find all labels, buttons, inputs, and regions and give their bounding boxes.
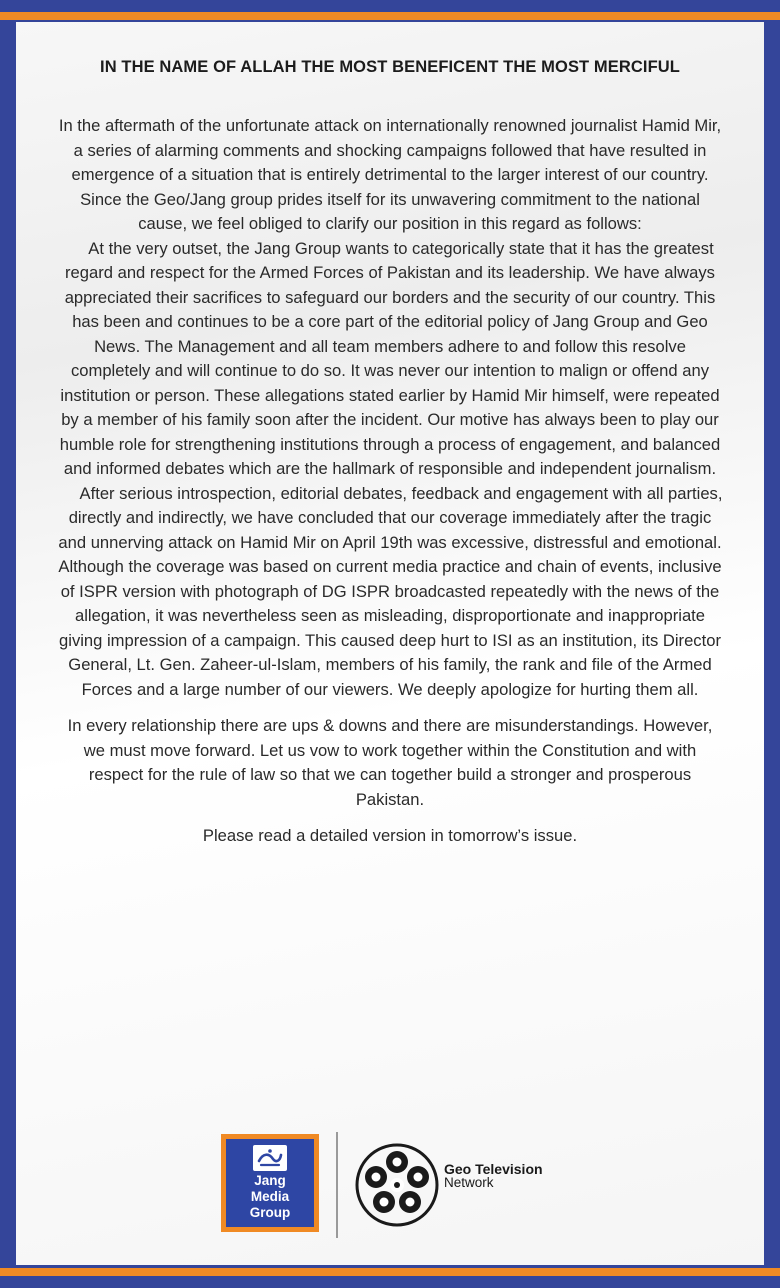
geo-television-network-label [444,1162,543,1190]
top-orange-stripe [0,12,780,20]
jang-calligraphy-icon [253,1145,287,1171]
logo-divider [336,1132,338,1238]
notice-heading: IN THE NAME OF ALLAH THE MOST BENEFICENT THE MOST MERCIFUL [100,58,680,76]
paragraph-apology: After serious introspection, editorial debates, feedback and engagement with all parties, directly and indirectly, we have concluded that our coverage immediately after the tragic and unnerving attack on Hamid Mir on April 19th was excessive, distressful and emotional. Although the coverage was based on current media practice and chain of events, inclusive of ISPR version with photograph of DG ISPR broadcasted repeatedly with the news of the allegation, it was nevertheless seen as misleading, disproportionate and inappropriate giving impression of a campaign. This caused deep hurt to ISI as an institution, its Director General, Lt. Gen. Zaheer-ul-Islam, members of his family, the rank and file of the Armed Forces and a large number of our viewers. We deeply apologize for hurting them all. [58,483,723,699]
notice-panel [16,22,764,1265]
paragraph-regard: At the very outset, the Jang Group wants to categorically state that it has the greatest regard and respect for the Armed Forces of Pakistan and its leadership. We have always appreciated their sacrifices to safeguard our borders and the security of our country. This has been and continues to be a core part of the editorial policy of Jang Group and Geo News. The Management and all team members adhere to and follow this resolve completely and will continue to do so. It was never our intention to malign or offend any institution or person. These allegations stated earlier by Hamid Mir himself, were repeated by a member of his family soon after the incident. Our motive has always been to play our humble role for strengthening institutions through a process of engagement, and balanced and informed debates which are the hallmark of responsible and independent journalism. [59,238,721,478]
geo-television-logo-icon [352,1140,442,1230]
jang-logo-line-2: Media [250,1189,290,1204]
bottom-orange-stripe [0,1268,780,1276]
paragraph-intro: In the aftermath of the unfortunate attack on internationally renowned journalist Hamid Mir, a series of alarming comments and shocking campaigns followed that have resulted in emergence of a situation that is entirely detrimental to the larger interest of our country. Since the Geo/Jang group prides itself for its unwavering commitment to the national cause, we feel obliged to clarify our position in this regard as follows: [58,116,722,233]
jang-logo-line-1: Jang [254,1173,286,1188]
geo-logo-line-1: Geo Television [444,1161,543,1177]
logo-area [16,1134,764,1258]
jang-media-group-logo [221,1134,319,1232]
geo-logo-line-2: Network [444,1175,494,1190]
jang-logo-line-3: Group [249,1205,291,1220]
paragraph-forward: In every relationship there are ups & downs and there are misunderstandings. However, we must move forward. Let us vow to work together within the Constitution and with respect for the rule of law so that we can together build a stronger and prosperous Pakistan. [67,716,713,809]
notice-body [56,114,724,849]
paragraph-read-more: Please read a detailed version in tomorrow’s issue. [202,826,578,845]
